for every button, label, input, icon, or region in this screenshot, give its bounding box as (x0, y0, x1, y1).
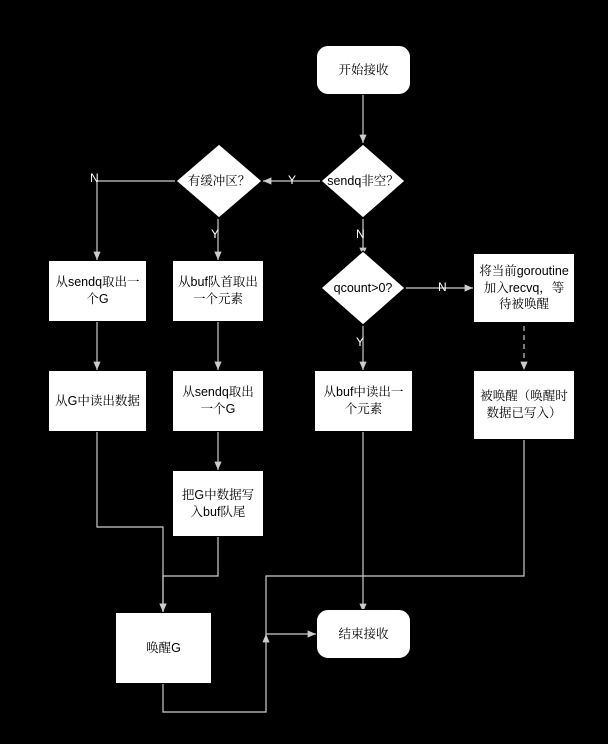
edge-label-sendq-no: N (356, 227, 365, 241)
edge-label-sendq-yes: Y (288, 173, 297, 187)
node-read-data-from-g-label: 从G中读出数据 (55, 393, 140, 408)
node-awakened-label: 被唤醒（唤醒时数据已写入） (480, 389, 568, 420)
node-take-g-from-sendq-label: 从sendq取出一个G (55, 275, 140, 306)
edge-label-qcount-no: N (438, 280, 447, 294)
node-qcount-gt-zero-label: qcount>0? (333, 280, 393, 295)
node-end[interactable] (316, 609, 411, 659)
node-end-label: 结束接收 (338, 626, 389, 641)
node-has-buffer[interactable] (175, 143, 263, 219)
node-read-data-from-g[interactable] (48, 370, 147, 432)
node-write-g-data-to-buf-tail[interactable] (172, 470, 264, 537)
node-take-g-from-sendq-2[interactable] (172, 370, 264, 432)
node-wake-g[interactable] (115, 612, 212, 684)
node-read-elem-from-buf-label: 从buf中读出一个元素 (323, 385, 404, 416)
node-start[interactable] (316, 45, 411, 95)
edge-label-qcount-yes: Y (356, 335, 365, 349)
node-take-g-from-sendq-2-label: 从sendq取出一个G (182, 385, 254, 416)
node-qcount-gt-zero[interactable] (320, 250, 406, 326)
node-enqueue-recvq[interactable] (473, 253, 575, 323)
node-awakened[interactable] (473, 370, 575, 440)
node-wake-g-label: 唤醒G (146, 640, 181, 655)
node-sendq-nonempty[interactable] (320, 143, 406, 219)
node-read-elem-from-buf[interactable] (314, 370, 413, 432)
node-sendq-nonempty-label: sendq非空？ (327, 173, 399, 188)
node-enqueue-recvq-label: 将当前goroutine加入recvq，等待被唤醒 (479, 263, 569, 312)
node-take-elem-from-buf-head-label: 从buf队首取出一个元素 (178, 275, 258, 306)
node-start-label: 开始接收 (338, 62, 389, 77)
edge-label-hasbuf-no: N (90, 171, 99, 185)
node-write-g-data-to-buf-tail-label: 把G中数据写入buf队尾 (181, 487, 255, 519)
node-has-buffer-label: 有缓冲区？ (187, 173, 251, 188)
node-take-elem-from-buf-head[interactable] (172, 260, 264, 322)
edge-label-hasbuf-yes: Y (211, 227, 220, 241)
node-take-g-from-sendq[interactable] (48, 260, 147, 322)
